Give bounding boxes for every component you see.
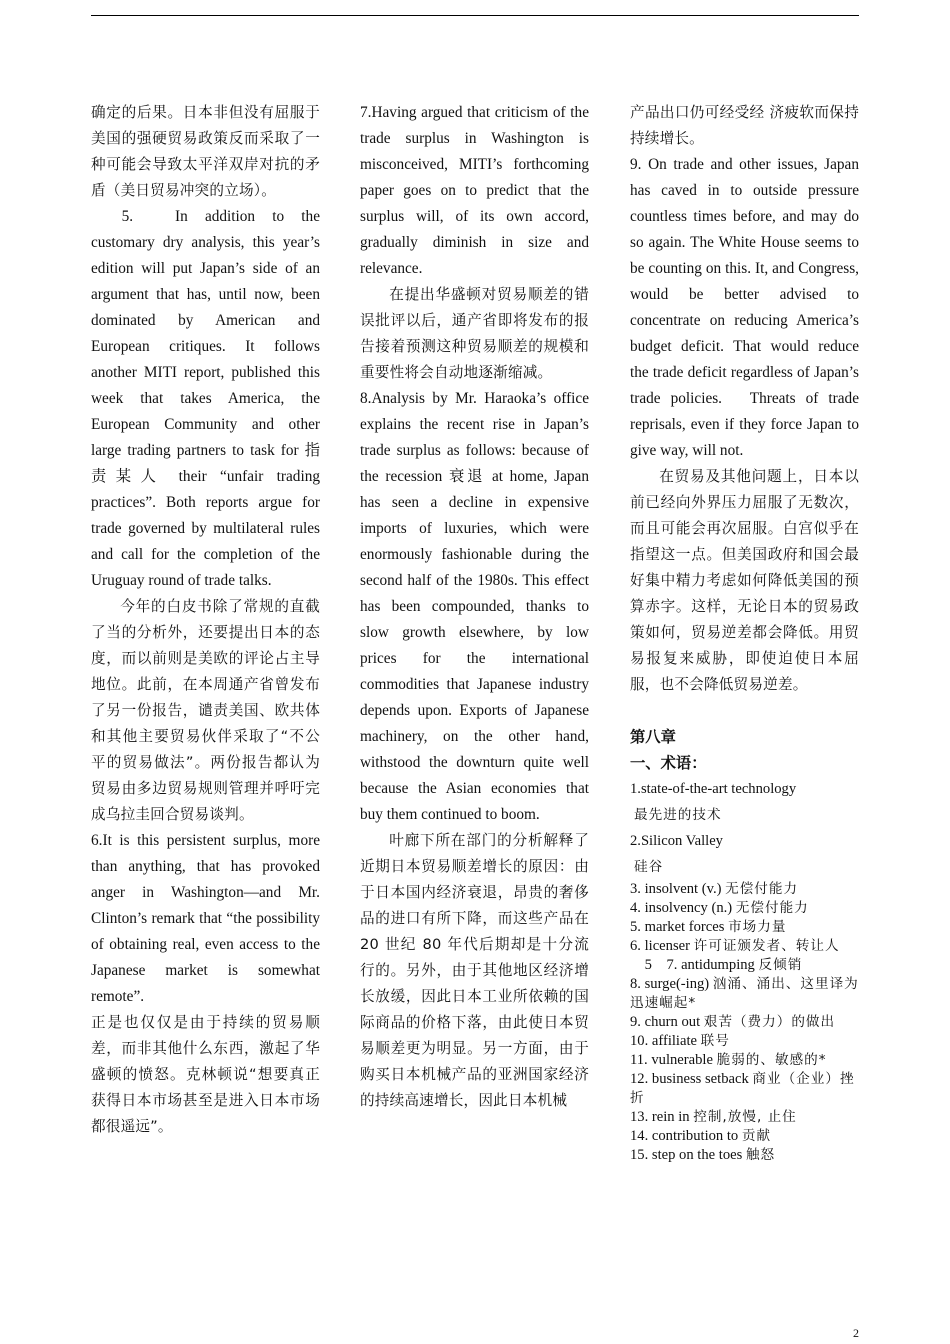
chapter-heading: 第八章	[630, 728, 676, 746]
term-item: 11. vulnerable 脆弱的、敏感的*	[630, 1052, 827, 1068]
term-item: 8. surge(-ing) 汹涌、涌出、这里译为迅速崛起*	[630, 976, 859, 1011]
page-number: 2	[853, 1326, 859, 1340]
term-item: 15. step on the toes 触怒	[630, 1147, 776, 1163]
english-paragraph-9: 9. On trade and other issues, Japan has caved in to outside pressure countless times before, and may do so again. The White House seems to be counting on this. It, and Congress, would be better advised to concentrate on reducing America’s budget deficit. That would reduce the trade deficit regardless of Japan’s trade policies. Threats of trade reprisals, even if they force Japan to give way, will not.	[630, 156, 859, 459]
term-item: 9. churn out 艰苦（费力）的做出	[630, 1014, 836, 1030]
term-item: 5. market forces 市场力量	[630, 919, 787, 935]
column-right	[630, 100, 859, 1165]
section-heading: 一、术语：	[630, 754, 707, 772]
chinese-paragraph: 正是也仅仅是由于持续的贸易顺差，而非其他什么东西，激起了华盛顿的愤怒。克林顿说“想要真正获得日本市场甚至是进入日本市场都很遥远”。	[91, 1014, 320, 1135]
term-item: 14. contribution to 贡献	[630, 1128, 772, 1144]
term-item: 13. rein in 控制,放慢, 止住	[630, 1109, 797, 1125]
column-left	[91, 100, 320, 1140]
term-list	[630, 776, 859, 1165]
english-paragraph-6: 6.It is this persistent surplus, more than anything, that has provoked anger in Washington—and Mr. Clinton’s remark that “the possibility of obtaining real, even access to the Japanese market is somewhat remote”.	[91, 832, 320, 1005]
english-paragraph-7: 7.Having argued that criticism of the trade surplus in Washington is misconceived, MITI’s forthcoming paper goes on to predict that the surplus will, of its own accord, gradually diminish in size and relevance.	[360, 104, 589, 277]
term-item: 5 7. antidumping 反倾销	[630, 957, 803, 973]
english-paragraph-8: 8.Analysis by Mr. Haraoka’s office explains the recent rise in Japan’s trade surplus as follows: because of the recession 衰退 at home, Japan has seen a decline in expensive imports of luxuries, which were enormously fashionable during the second half of the 1980s. This effect has been compounded, thanks to slow growth elsewhere, by low prices for the international commodities that Japanese industry depends upon. Exports of Japanese machinery, on the other hand, withstood the downturn quite well because the Asian economies that buy them continued to boom.	[360, 390, 589, 823]
chinese-paragraph: 在提出华盛顿对贸易顺差的错误批评以后，通产省即将发布的报告接着预测这种贸易顺差的规模和重要性将会自动地逐渐缩减。	[360, 286, 589, 381]
english-paragraph-5: 5. In addition to the customary dry analysis, this year’s edition will put Japan’s side of an argument that has, until now, been dominated by American and European critiques. It follows another MITI report, published this week that takes America, the European Community and other large trading partners to task for 指责某人 their “unfair trading practices”. Both reports argue for trade governed by multilateral rules and call for the completion of the Uruguay round of trade talks.	[91, 208, 320, 589]
term-item: 1.state-of-the-art technology 最先进的技术	[630, 781, 797, 823]
term-item: 12. business setback 商业（企业）挫折	[630, 1071, 855, 1106]
chinese-paragraph: 在贸易及其他问题上，日本以前已经向外界压力屈服了无数次，而且可能会再次屈服。白宫似乎在指望这一点。但美国政府和国会最好集中精力考虑如何降低美国的预算赤字。这样，无论日本的贸易政策如何，贸易逆差都会降低。用贸易报复来威胁，即使迫使日本屈服，也不会降低贸易逆差。	[630, 468, 859, 693]
term-item: 6. licenser 许可证颁发者、转让人	[630, 938, 840, 954]
chinese-paragraph: 确定的后果。日本非但没有屈服于美国的强硬贸易政策反而采取了一种可能会导致太平洋双岸对抗的矛盾（美日贸易冲突的立场）。	[91, 104, 320, 199]
column-middle	[360, 100, 589, 1114]
chinese-paragraph: 叶廊下所在部门的分析解释了近期日本贸易顺差增长的原因：由于日本国内经济衰退，昂贵的奢侈品的进口有所下降，而这些产品在 20 世纪 80 年代后期却是十分流行的。另外，由于其他地区经济增长放缓，因此日本工业所依赖的国际商品的价格下落，由此使日本贸易顺差更为明显。另一方面，由于购买日本机械产品的亚洲国家经济的持续高速增长，因此日本机械	[360, 832, 589, 1109]
term-item: 4. insolvency (n.) 无偿付能力	[630, 900, 809, 916]
term-item: 10. affiliate 联号	[630, 1033, 730, 1049]
term-item: 3. insolvent (v.) 无偿付能力	[630, 881, 799, 897]
chinese-paragraph: 今年的白皮书除了常规的直截了当的分析外，还要提出日本的态度，而以前则是美欧的评论占主导地位。此前，在本周通产省曾发布了另一份报告，谴责美国、欧共体和其他主要贸易伙伴采取了“不公平的贸易做法”。两份报告都认为贸易由多边贸易规则管理并呼吁完成乌拉圭回合贸易谈判。	[91, 598, 320, 823]
header-rule	[91, 15, 859, 16]
chinese-paragraph: 产品出口仍可经受经 济疲软而保持持续增长。	[630, 104, 859, 147]
term-item: 2.Silicon Valley 硅谷	[630, 833, 723, 875]
